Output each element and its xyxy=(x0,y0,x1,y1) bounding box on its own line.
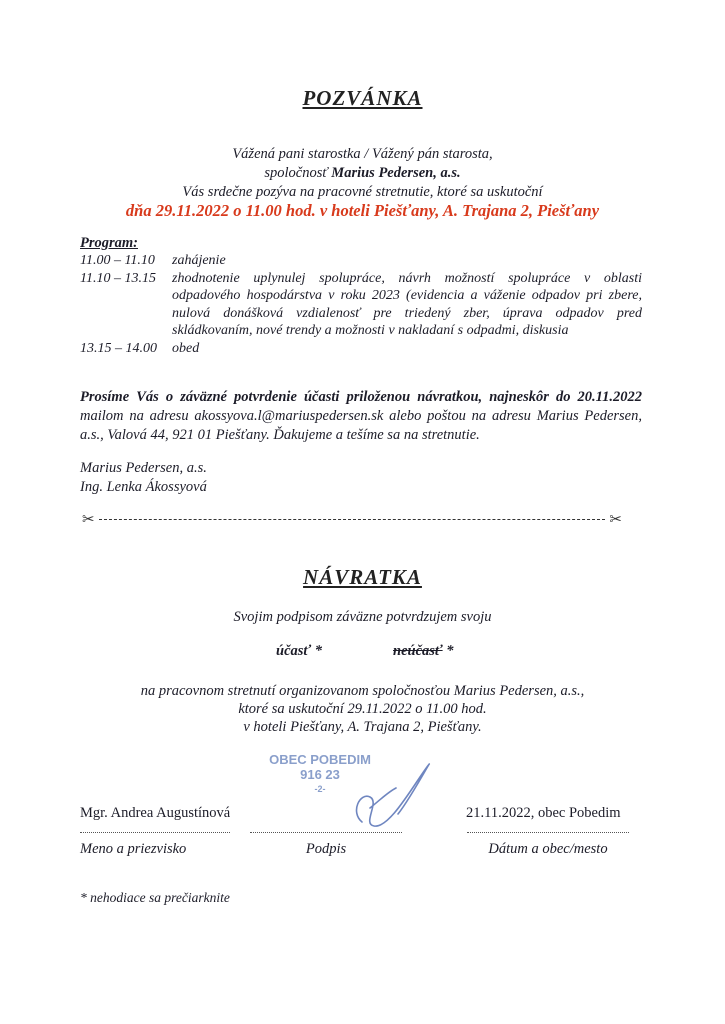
return-slip-title: NÁVRATKA xyxy=(303,565,422,589)
dashed-divider xyxy=(99,519,606,520)
program-time: 11.00 – 11.10 xyxy=(80,253,155,268)
program-text: obed xyxy=(172,340,200,356)
invitation-title: POZVÁNKA xyxy=(302,86,423,110)
meeting-line-3: v hoteli Piešťany, A. Trajana 2, Piešťany. xyxy=(243,719,482,735)
program-text: zhodnotenie uplynulej spolupráce, návrh možností spolupráce v oblasti odpadového hospodárstva v roku 2023 (evidencia a váženie odpadov pri zbere, nulová donášková vzdialenosť pre triedený zber, úprava odpadov pred skládkovaním, nové trendy a možnosti v nakladaní s odpadmi, diskusia xyxy=(172,270,642,338)
stamp-line-2: 916 23 xyxy=(300,767,340,782)
label-name: Meno a priezvisko xyxy=(80,841,187,857)
program-item xyxy=(80,252,642,270)
stamp-line-3: -2- xyxy=(314,784,326,794)
name-dotted-line xyxy=(80,832,230,833)
meeting-line-1: na pracovnom stretnutí organizovanom spoločnosťou Marius Pedersen, a.s., xyxy=(140,683,585,699)
request-rest: mailom na adresu akossyova.l@mariuspedersen.sk alebo poštou na adresu Marius Pedersen, a.s., Valová 44, 921 01 Piešťany. Ďakujeme a tešíme sa na stretnutie. xyxy=(80,408,642,443)
signature-company: Marius Pedersen, a.s. xyxy=(80,460,207,476)
greeting: Vážená pani starostka / Vážený pán starosta, xyxy=(232,146,493,162)
program-list xyxy=(80,252,642,357)
program-item xyxy=(80,340,642,358)
confirmation-request xyxy=(80,388,642,445)
label-signature: Podpis xyxy=(305,841,347,857)
program-heading: Program: xyxy=(80,235,138,251)
program-time: 11.10 – 13.15 xyxy=(80,270,156,286)
event-date-location: dňa 29.11.2022 o 11.00 hod. v hoteli Piešťany, A. Trajana 2, Piešťany xyxy=(125,201,600,220)
confirm-line: Svojim podpisom záväzne potvrdzujem svoju xyxy=(233,609,492,625)
option-decline-group xyxy=(393,642,453,661)
stamp-line-1: OBEC POBEDIM xyxy=(269,752,371,767)
option-attend: účasť * xyxy=(276,643,322,659)
program-item xyxy=(80,270,642,340)
filled-date-place: 21.11.2022, obec Pobedim xyxy=(466,805,621,821)
date-dotted-line xyxy=(467,832,629,833)
cut-line xyxy=(82,510,622,528)
option-decline-mark: * xyxy=(442,643,454,659)
footnote: * nehodiace sa prečiarknite xyxy=(80,890,230,905)
signature-person: Ing. Lenka Ákossyová xyxy=(80,479,207,495)
signature-dotted-line xyxy=(250,832,402,833)
scissors-icon: ✂ xyxy=(609,510,622,528)
request-bold: Prosíme Vás o záväzné potvrdenie účasti priloženou návratkou, najneskôr do 20.11.2022 xyxy=(80,389,642,405)
company-name: Marius Pedersen, a.s. xyxy=(331,165,461,181)
scissors-icon: ✂ xyxy=(82,510,95,528)
company-prefix: spoločnosť xyxy=(264,165,332,181)
program-text: zahájenie xyxy=(172,253,226,268)
company-line xyxy=(0,164,725,183)
option-decline: neúčasť xyxy=(393,643,443,659)
label-date-place: Dátum a obec/mesto xyxy=(488,841,608,857)
invite-line: Vás srdečne pozýva na pracovné stretnutie, ktoré sa uskutoční xyxy=(182,184,543,200)
filled-name: Mgr. Andrea Augustínová xyxy=(80,805,231,821)
handwritten-signature xyxy=(340,752,440,832)
program-time: 13.15 – 14.00 xyxy=(80,340,157,356)
meeting-line-2: ktoré sa uskutoční 29.11.2022 o 11.00 hod. xyxy=(238,701,487,717)
